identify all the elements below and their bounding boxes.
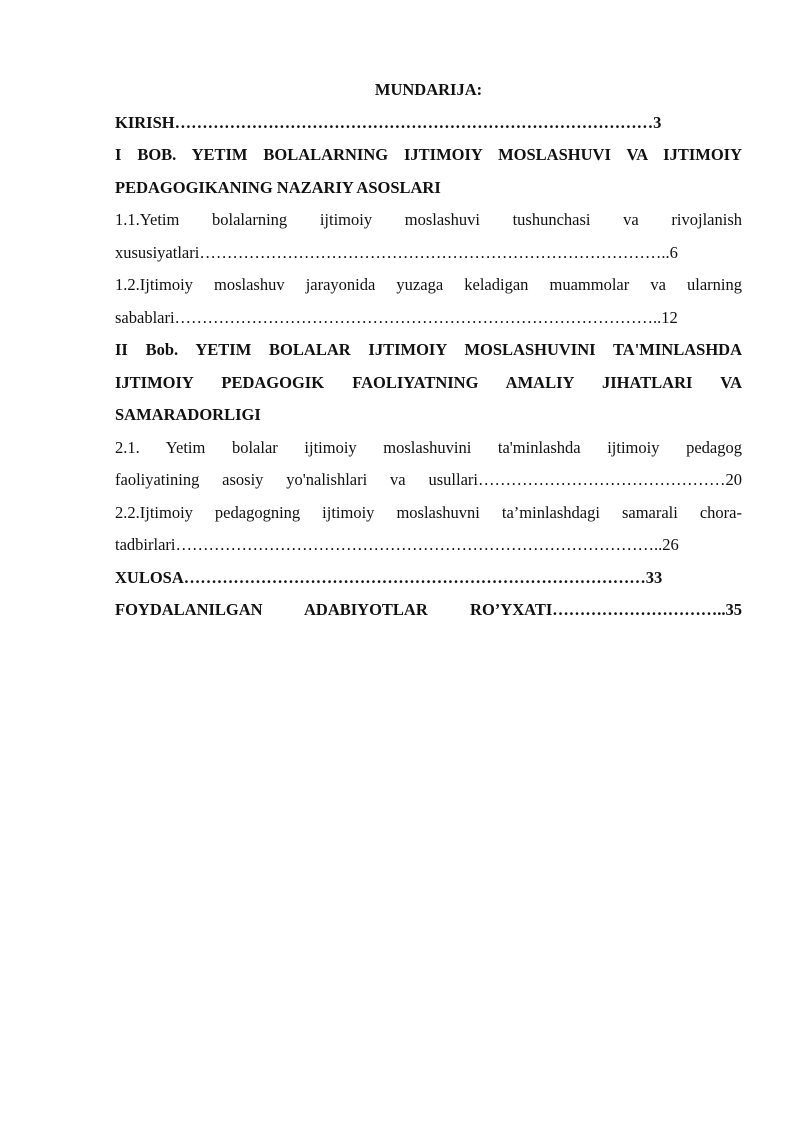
toc-entry-xulosa: XULOSA…………………………………………………………………………33	[115, 567, 663, 587]
toc-section-2-2-line-1: 2.2.Ijtimoiy pedagogning ijtimoiy moslashuvni ta’minlashdagi samarali chora-	[115, 502, 742, 522]
table-of-contents	[115, 74, 742, 627]
toc-chapter-2-line-3: SAMARADORLIGI	[115, 405, 261, 424]
toc-entry-adabiyotlar: FOYDALANILGAN ADABIYOTLAR RO’YXATI…………………………..35	[115, 600, 742, 619]
toc-entry-kirish: KIRISH……………………………………………………………………………3	[115, 112, 662, 132]
toc-section-1-2-line-1: 1.2.Ijtimoiy moslashuv jarayonida yuzaga keladigan muammolar va ularning	[115, 275, 742, 294]
toc-chapter-2-line-1: II Bob. YETIM BOLALAR IJTIMOIY MOSLASHUVINI TA'MINLASHDA	[115, 340, 742, 359]
toc-section-2-2-line-2: tadbirlari……………………………………………………………………………..26	[115, 535, 679, 554]
toc-section-1-2-line-2: sabablari……………………………………………………………………………..12	[115, 307, 678, 327]
toc-title: MUNDARIJA:	[374, 80, 483, 99]
toc-section-2-1-line-2: faoliyatining asosiy yo'nalishlari va usullari………………………………………20	[115, 470, 742, 489]
toc-chapter-2-line-2: IJTIMOIY PEDAGOGIK FAOLIYATNING AMALIY JIHATLARI VA	[115, 372, 742, 392]
toc-section-1-1-line-1: 1.1.Yetim bolalarning ijtimoiy moslashuvi tushunchasi va rivojlanish	[115, 210, 742, 229]
toc-chapter-1-line-1: I BOB. YETIM BOLALARNING IJTIMOIY MOSLASHUVI VA IJTIMOIY	[115, 145, 742, 164]
toc-section-2-1-line-1: 2.1. Yetim bolalar ijtimoiy moslashuvini ta'minlashda ijtimoiy pedagog	[115, 437, 742, 457]
toc-section-1-1-line-2: xususiyatlari…………………………………………………………………………..6	[115, 242, 678, 262]
toc-chapter-1-line-2: PEDAGOGIKANING NAZARIY ASOSLARI	[115, 177, 441, 197]
